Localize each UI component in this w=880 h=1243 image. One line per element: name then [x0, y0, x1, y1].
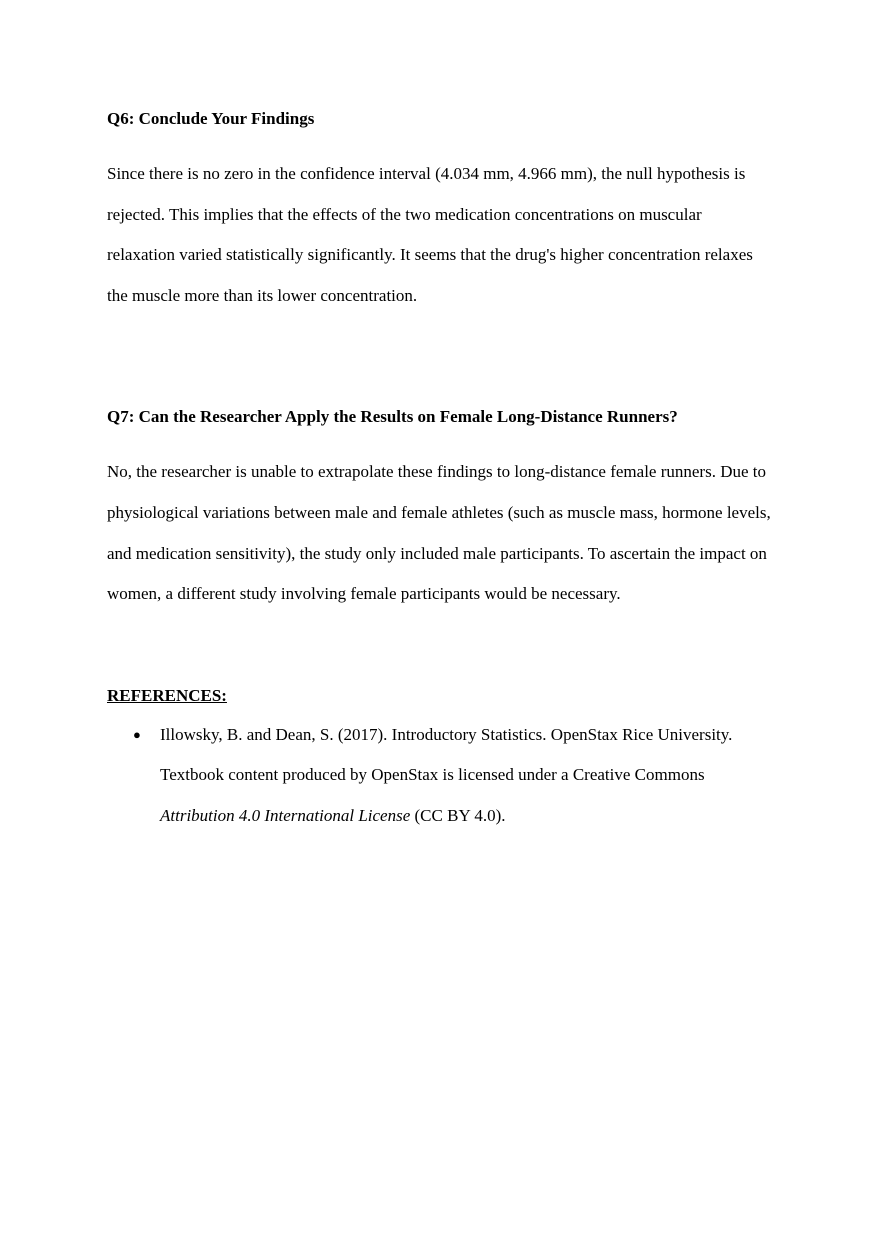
reference-list	[107, 715, 773, 837]
reference-item	[107, 715, 773, 837]
reference-citation-suffix: (CC BY 4.0).	[410, 805, 506, 825]
references-heading: REFERENCES:	[107, 685, 227, 705]
section-q6-heading: Q6: Conclude Your Findings	[107, 109, 315, 128]
reference-citation-license-title: Attribution 4.0 International License	[160, 805, 411, 825]
reference-citation	[160, 715, 773, 837]
bullet-icon: ●	[133, 726, 141, 742]
section-q7-paragraph: No, the researcher is unable to extrapolate these findings to long-distance female runners. Due to physiological variations between male and female athletes (such as muscle mass, hormone levels, and medication sensitivity), the study only included male participants. To ascertain the impact on women, a different study involving female participants would be necessary.	[107, 462, 771, 604]
section-q7-heading: Q7: Can the Researcher Apply the Results on Female Long-Distance Runners?	[107, 407, 678, 427]
document-content	[107, 0, 773, 837]
reference-citation-main: Illowsky, B. and Dean, S. (2017). Introductory Statistics. OpenStax Rice University. Textbook content produced by OpenStax is licensed under a Creative Commons	[160, 724, 733, 785]
section-q6-paragraph: Since there is no zero in the confidence interval (4.034 mm, 4.966 mm), the null hypothesis is rejected. This implies that the effects of the two medication concentrations on muscular relaxation varied statistically significantly. It seems that the drug's higher concentration relaxes the muscle more than its lower concentration.	[107, 164, 753, 305]
